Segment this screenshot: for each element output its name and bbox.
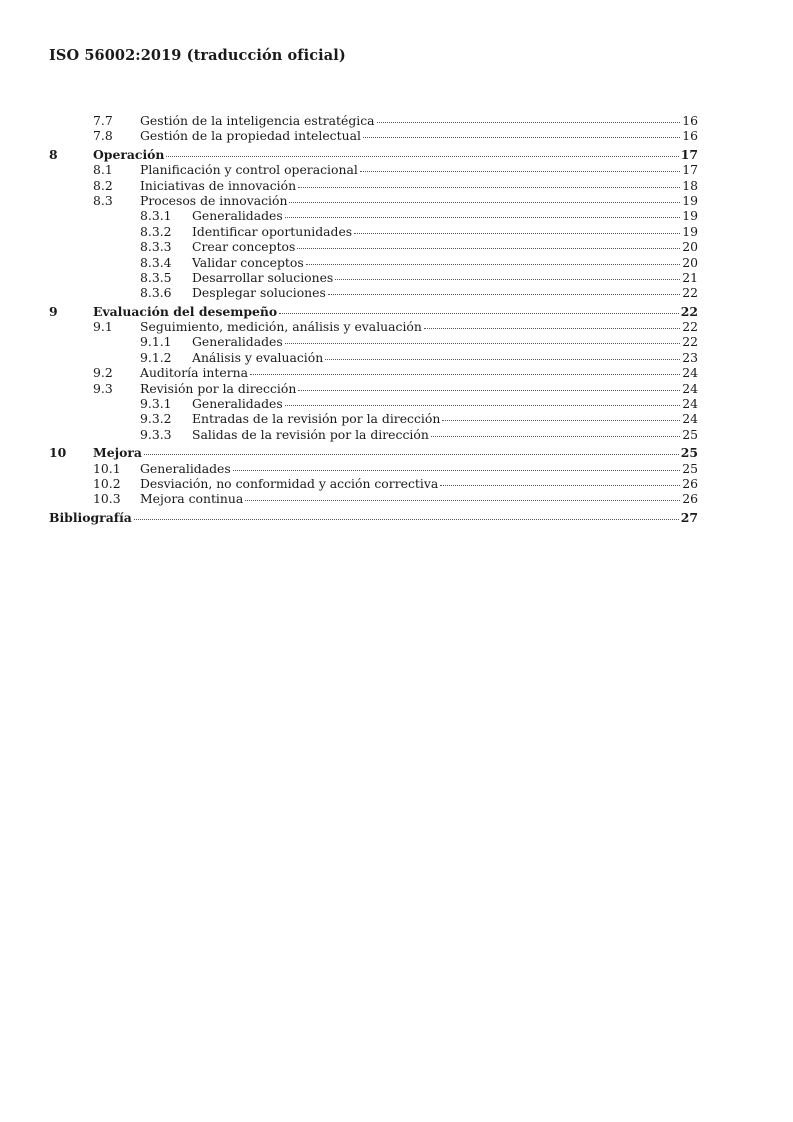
toc-page-number: 20	[682, 239, 698, 255]
toc-entry[interactable]	[49, 381, 698, 396]
toc-entry[interactable]	[49, 396, 698, 411]
toc-entry-title: Gestión de la propiedad intelectual	[140, 128, 361, 144]
toc-page-number: 26	[682, 491, 698, 507]
toc-entry-title: Desviación, no conformidad y acción correctiva	[140, 475, 439, 491]
toc-entry-title: Identificar oportunidades	[192, 223, 353, 239]
toc-page-number: 21	[682, 269, 698, 285]
toc-entry[interactable]	[49, 239, 698, 254]
toc-dot-leader	[424, 328, 680, 329]
toc-entry-title: Análisis y evaluación	[192, 349, 324, 365]
toc-entry[interactable]	[49, 476, 698, 491]
toc-entry-number: 9.1.1	[140, 334, 172, 350]
toc-entry-number: 7.8	[93, 128, 113, 144]
toc-entry[interactable]	[49, 365, 698, 380]
toc-dot-leader	[360, 171, 680, 172]
toc-entry-title: Evaluación del desempeño	[93, 303, 278, 319]
toc-entry[interactable]	[49, 224, 698, 239]
toc-entry[interactable]	[49, 319, 698, 334]
toc-chapter-entry[interactable]	[49, 445, 698, 460]
toc-entry-number: 8.3	[93, 192, 113, 208]
toc-page-number: 25	[680, 445, 698, 461]
toc-entry-number: 9.1	[93, 319, 113, 335]
toc-dot-leader	[440, 485, 680, 486]
toc-entry-number: 8.3.6	[140, 285, 172, 301]
toc-entry-number: 8.3.4	[140, 254, 172, 270]
toc-entry-number: 9.3.2	[140, 411, 172, 427]
toc-chapter-entry[interactable]	[49, 510, 698, 525]
toc-entry-number: 10.2	[93, 475, 121, 491]
toc-entry[interactable]	[49, 350, 698, 365]
toc-page-number: 27	[680, 509, 698, 525]
toc-chapter-entry[interactable]	[49, 147, 698, 162]
toc-entry-title: Procesos de innovación	[140, 192, 288, 208]
page-header-title: ISO 56002:2019 (traducción oficial)	[49, 47, 346, 64]
toc-page-number: 17	[682, 162, 698, 178]
toc-entry-number: 8.1	[93, 162, 113, 178]
toc-entry-number: 9.3.3	[140, 426, 172, 442]
toc-entry-title: Generalidades	[192, 334, 283, 350]
table-of-contents	[49, 113, 698, 525]
toc-dot-leader	[442, 420, 680, 421]
toc-dot-leader	[285, 405, 680, 406]
toc-entry-number: 10.3	[93, 491, 121, 507]
toc-page-number: 24	[682, 411, 698, 427]
toc-dot-leader	[377, 122, 681, 123]
toc-entry-title: Revisión por la dirección	[140, 380, 297, 396]
toc-page-number: 24	[682, 380, 698, 396]
toc-page-number: 25	[682, 426, 698, 442]
toc-entry-title: Validar conceptos	[192, 254, 304, 270]
toc-page-number: 19	[682, 192, 698, 208]
toc-entry-number: 9.2	[93, 365, 113, 381]
toc-entry[interactable]	[49, 193, 698, 208]
toc-chapter-entry[interactable]	[49, 304, 698, 319]
toc-entry[interactable]	[49, 427, 698, 442]
toc-entry-title: Entradas de la revisión por la dirección	[192, 411, 441, 427]
toc-dot-leader	[325, 359, 680, 360]
toc-entry-number: 9.1.2	[140, 349, 172, 365]
toc-entry[interactable]	[49, 162, 698, 177]
toc-entry-title: Generalidades	[192, 208, 283, 224]
toc-entry-number: 7.7	[93, 113, 113, 128]
toc-entry-number: 9.3.1	[140, 396, 172, 412]
toc-dot-leader	[297, 248, 680, 249]
toc-entry-title: Desarrollar soluciones	[192, 269, 334, 285]
toc-dot-leader	[279, 313, 679, 314]
toc-page-number: 26	[682, 475, 698, 491]
toc-entry-number: 8.3.1	[140, 208, 172, 224]
toc-entry-title: Bibliografía	[49, 509, 132, 525]
toc-entry-number: 8.3.5	[140, 269, 172, 285]
toc-dot-leader	[134, 519, 679, 520]
toc-entry-number: 10	[49, 445, 67, 461]
toc-entry-title: Salidas de la revisión por la dirección	[192, 426, 429, 442]
toc-entry[interactable]	[49, 285, 698, 300]
toc-dot-leader	[431, 436, 680, 437]
toc-page-number: 22	[682, 319, 698, 335]
toc-dot-leader	[298, 390, 680, 391]
toc-page-number: 24	[682, 365, 698, 381]
toc-entry-number: 8.3.2	[140, 223, 172, 239]
toc-page-number: 18	[682, 177, 698, 193]
toc-entry[interactable]	[49, 461, 698, 476]
toc-dot-leader	[335, 279, 680, 280]
toc-entry[interactable]	[49, 208, 698, 223]
toc-page-number: 19	[682, 208, 698, 224]
toc-entry[interactable]	[49, 113, 698, 128]
toc-dot-leader	[245, 500, 680, 501]
toc-entry-title: Planificación y control operacional	[140, 162, 358, 178]
toc-page-number: 22	[682, 334, 698, 350]
toc-entry-number: 8.3.3	[140, 239, 172, 255]
toc-page-number: 19	[682, 223, 698, 239]
toc-page-number: 25	[682, 460, 698, 476]
toc-entry-title: Generalidades	[140, 460, 231, 476]
toc-entry-title: Gestión de la inteligencia estratégica	[140, 113, 375, 128]
toc-entry-number: 10.1	[93, 460, 121, 476]
toc-entry[interactable]	[49, 255, 698, 270]
toc-dot-leader	[233, 470, 680, 471]
toc-entry-number: 9.3	[93, 380, 113, 396]
toc-dot-leader	[298, 187, 680, 188]
toc-entry[interactable]	[49, 128, 698, 143]
toc-page-number: 16	[682, 128, 698, 144]
toc-dot-leader	[306, 264, 681, 265]
toc-entry-title: Crear conceptos	[192, 239, 296, 255]
toc-page-number: 20	[682, 254, 698, 270]
toc-entry-number: 8	[49, 146, 58, 162]
toc-page-number: 23	[682, 349, 698, 365]
toc-dot-leader	[354, 233, 680, 234]
toc-entry-number: 9	[49, 303, 58, 319]
toc-entry-title: Iniciativas de innovación	[140, 177, 297, 193]
toc-dot-leader	[250, 374, 680, 375]
toc-entry-title: Mejora continua	[140, 491, 244, 507]
toc-entry-title: Generalidades	[192, 396, 283, 412]
toc-dot-leader	[285, 343, 680, 344]
toc-dot-leader	[166, 156, 678, 157]
toc-page-number: 24	[682, 396, 698, 412]
toc-page-number: 22	[682, 285, 698, 301]
toc-entry-title: Desplegar soluciones	[192, 285, 326, 301]
toc-entry-title: Seguimiento, medición, análisis y evaluación	[140, 319, 422, 335]
toc-page-number: 17	[680, 146, 698, 162]
toc-page-number: 16	[682, 113, 698, 128]
toc-entry[interactable]	[49, 178, 698, 193]
toc-entry-title: Operación	[93, 146, 165, 162]
toc-dot-leader	[144, 454, 679, 455]
toc-dot-leader	[328, 294, 680, 295]
toc-entry[interactable]	[49, 334, 698, 349]
toc-entry-number: 8.2	[93, 177, 113, 193]
toc-entry[interactable]	[49, 270, 698, 285]
toc-entry-title: Mejora	[93, 445, 142, 461]
toc-entry[interactable]	[49, 491, 698, 506]
toc-page-number: 22	[680, 303, 698, 319]
toc-entry[interactable]	[49, 411, 698, 426]
toc-dot-leader	[289, 202, 680, 203]
toc-dot-leader	[285, 217, 680, 218]
toc-entry-title: Auditoría interna	[140, 365, 249, 381]
toc-dot-leader	[363, 137, 680, 138]
